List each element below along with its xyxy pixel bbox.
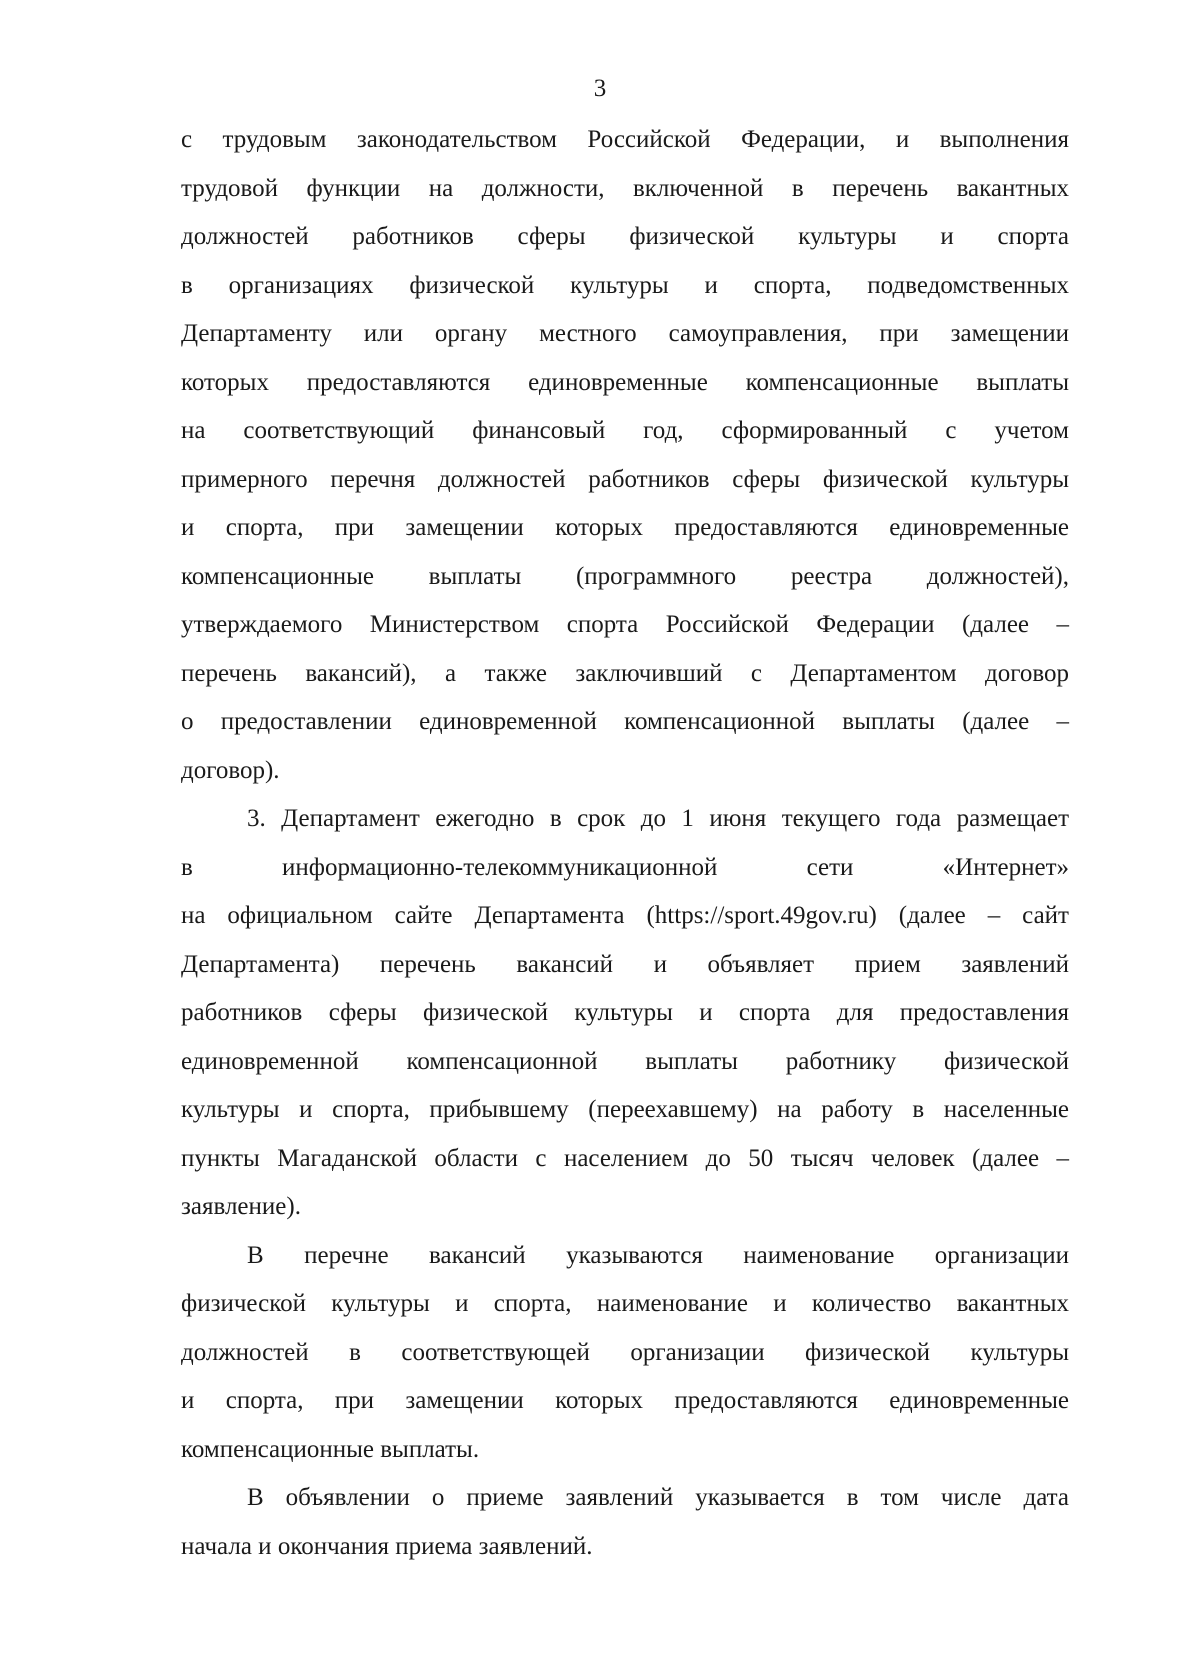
text-line: которых предоставляются единовременные компенсационные выплаты	[181, 368, 1069, 396]
text-line: начала и окончания приема заявлений.	[181, 1532, 593, 1560]
text-line: должностей работников сферы физической культуры и спорта	[181, 223, 1069, 250]
text-line: перечень вакансий), а также заключивший с Департаментом договор	[181, 659, 1069, 687]
text-line: физической культуры и спорта, наименование и количество вакантных	[181, 1290, 1069, 1317]
text-line: культуры и спорта, прибывшему (переехавшему) на работу в населенные	[181, 1096, 1069, 1123]
text-line: единовременной компенсационной выплаты работнику физической	[181, 1047, 1069, 1075]
text-line: В перечне вакансий указываются наименование организации	[247, 1241, 1069, 1269]
text-line: на соответствующий финансовый год, сформированный с учетом	[181, 417, 1069, 444]
text-line: и спорта, при замещении которых предоставляются единовременные	[181, 514, 1069, 541]
text-line: в информационно-телекоммуникационной сети «Интернет»	[181, 853, 1069, 881]
text-line: и спорта, при замещении которых предоставляются единовременные	[181, 1387, 1069, 1414]
text-line: примерного перечня должностей работников сферы физической культуры	[181, 465, 1069, 493]
paragraph-item-3	[181, 795, 1069, 1232]
text-line: компенсационные выплаты (программного реестра должностей),	[181, 562, 1069, 590]
text-line: о предоставлении единовременной компенсационной выплаты (далее –	[181, 708, 1069, 735]
text-line: договор).	[181, 756, 280, 784]
text-line: В объявлении о приеме заявлений указывается в том числе дата	[247, 1484, 1069, 1511]
text-line: Департамента) перечень вакансий и объявляет прием заявлений	[181, 950, 1069, 978]
text-line: на официальном сайте Департамента (https://sport.49gov.ru) (далее – сайт	[181, 902, 1069, 929]
text-line: с трудовым законодательством Российской Федерации, и выполнения	[181, 126, 1069, 153]
document-body	[181, 116, 1069, 1571]
text-line: в организациях физической культуры и спорта, подведомственных	[181, 271, 1069, 299]
paragraph-announcement	[181, 1474, 1069, 1571]
text-line: 3. Департамент ежегодно в срок до 1 июня текущего года размещает	[247, 805, 1069, 832]
text-line: трудовой функции на должности, включенной в перечень вакантных	[181, 174, 1069, 202]
text-line: Департаменту или органу местного самоуправления, при замещении	[181, 320, 1069, 347]
text-line: пункты Магаданской области с населением до 50 тысяч человек (далее –	[181, 1144, 1069, 1172]
text-line: должностей в соответствующей организации физической культуры	[181, 1338, 1069, 1366]
paragraph-continuation	[181, 116, 1069, 795]
text-line: заявление).	[181, 1193, 301, 1220]
text-line: утверждаемого Министерством спорта Российской Федерации (далее –	[181, 611, 1069, 638]
text-line: компенсационные выплаты.	[181, 1435, 480, 1463]
page-number: 3	[593, 75, 607, 102]
text-line: работников сферы физической культуры и спорта для предоставления	[181, 999, 1069, 1026]
paragraph-vacancy-list	[181, 1232, 1069, 1475]
